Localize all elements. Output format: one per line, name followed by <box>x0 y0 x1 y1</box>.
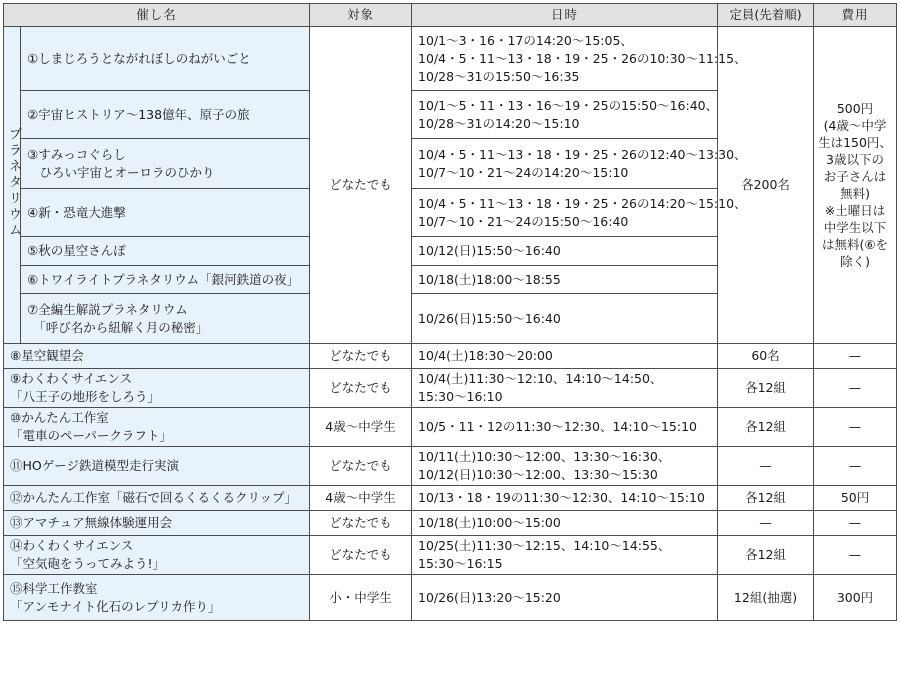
event-target: 4歳～中学生 <box>310 408 412 447</box>
program-datetime <box>412 139 747 189</box>
program-name <box>21 189 310 237</box>
planetarium-fee-line: 中学生以下 <box>823 220 887 235</box>
program-name-line: ひろい宇宙とオーロラのひかり <box>27 164 215 180</box>
event-fee: — <box>814 369 897 408</box>
event-fee: — <box>814 344 897 369</box>
program-name-line: ①しまじろうとながれぼしのねがいごと <box>27 50 251 66</box>
event-datetime <box>412 575 718 621</box>
planetarium-fee-line: 生は150円、 <box>818 135 892 150</box>
event-name-line: ⑩かんたん工作室 <box>10 410 109 425</box>
event-datetime <box>412 408 718 447</box>
event-name-line: ⑭わくわくサイエンス <box>10 538 134 553</box>
program-datetime-line: 10/12(日)15:50～16:40 <box>418 243 561 258</box>
planetarium-target: どなたでも <box>310 27 412 344</box>
event-datetime-line: 10/4(土)18:30～20:00 <box>418 348 553 363</box>
event-name-line: 「空気砲をうってみよう!」 <box>10 556 166 571</box>
program-name-line: ②宇宙ヒストリア～138億年、原子の旅 <box>27 106 250 122</box>
program-name-line: ⑤秋の星空さんぽ <box>27 243 126 258</box>
planetarium-fee <box>814 27 897 344</box>
program-datetime <box>412 189 747 237</box>
event-row <box>4 408 897 447</box>
planetarium-fee-line: お子さんは <box>823 169 887 184</box>
event-capacity: 60名 <box>718 344 814 369</box>
planetarium-fee-line: は無料(⑥を <box>821 237 889 252</box>
program-datetime-line: 10/4・5・11～13・18・19・25・26の12:40～13:30、 <box>418 146 747 162</box>
event-datetime-line: 10/25(土)11:30～12:15、14:10～14:55、 <box>418 538 671 553</box>
program-datetime <box>412 294 718 344</box>
event-row <box>4 486 897 511</box>
program-name-line: ③すみっコぐらし <box>27 146 126 162</box>
event-name <box>4 536 310 575</box>
event-datetime-line: 10/11(土)10:30～12:00、13:30～16:30、 <box>418 449 671 464</box>
event-row <box>4 447 897 486</box>
event-name <box>4 408 310 447</box>
planetarium-group-label <box>4 27 21 344</box>
program-name-line: ⑦全編生解説プラネタリウム <box>27 301 188 317</box>
program-name <box>21 91 310 139</box>
event-name <box>4 447 310 486</box>
event-fee: — <box>814 536 897 575</box>
program-datetime <box>412 237 718 266</box>
event-fee: 50円 <box>814 486 897 511</box>
event-row <box>4 536 897 575</box>
event-name-line: ⑧星空観望会 <box>10 348 84 363</box>
program-name-line: ⑥トワイライトプラネタリウム「銀河鉄道の夜」 <box>27 271 300 287</box>
event-datetime-line: 15:30～16:10 <box>418 389 503 404</box>
event-row <box>4 575 897 621</box>
planetarium-fee-line: 無料) <box>840 186 870 201</box>
event-target: どなたでも <box>310 369 412 408</box>
event-datetime <box>412 511 718 536</box>
event-datetime-line: 10/12(日)10:30～12:00、13:30～15:30 <box>418 467 658 482</box>
event-name <box>4 369 310 408</box>
event-name-line: ⑫かんたん工作室「磁石で回るくるくるクリップ」 <box>10 490 298 505</box>
program-name <box>21 237 310 266</box>
event-capacity: 12組(抽選) <box>718 575 814 621</box>
planetarium-fee-line: ※土曜日は <box>824 203 886 218</box>
program-datetime <box>412 91 718 139</box>
event-name-line: ⑮科学工作教室 <box>10 580 98 596</box>
event-name-line: ⑨わくわくサイエンス <box>10 371 132 386</box>
event-datetime <box>412 369 718 408</box>
event-target: どなたでも <box>310 344 412 369</box>
event-name <box>4 575 310 621</box>
program-datetime-line: 10/1～3・16・17の14:20～15:05、 <box>418 32 633 48</box>
event-fee: — <box>814 511 897 536</box>
event-target: どなたでも <box>310 536 412 575</box>
event-datetime <box>412 344 718 369</box>
events-table <box>3 3 897 621</box>
program-datetime-line: 10/4・5・11～13・18・19・25・26の10:30～11:15、 <box>418 50 747 66</box>
event-fee: — <box>814 408 897 447</box>
event-datetime-line: 10/5・11・12の11:30～12:30、14:10～15:10 <box>418 419 697 434</box>
program-datetime-line: 10/18(土)18:00～18:55 <box>418 271 561 287</box>
planetarium-row <box>4 27 897 91</box>
planetarium-group-text: プラネタリウム <box>6 126 21 239</box>
event-datetime-line: 15:30～16:15 <box>418 556 503 571</box>
event-fee: — <box>814 447 897 486</box>
event-target: どなたでも <box>310 511 412 536</box>
event-datetime <box>412 536 718 575</box>
header-capacity: 定員(先着順) <box>718 4 814 27</box>
event-name <box>4 344 310 369</box>
event-name-line: 「八王子の地形をしろう」 <box>10 389 161 404</box>
event-capacity: 各12組 <box>718 536 814 575</box>
header-datetime: 日時 <box>412 4 718 27</box>
program-datetime-line: 10/26(日)15:50～16:40 <box>418 310 561 326</box>
program-datetime-line: 10/4・5・11～13・18・19・25・26の14:20～15:10、 <box>418 195 747 211</box>
event-name <box>4 511 310 536</box>
event-target: どなたでも <box>310 447 412 486</box>
event-name <box>4 486 310 511</box>
planetarium-fee-line: 除く) <box>840 254 870 269</box>
event-name-line: 「アンモナイト化石のレプリカ作り」 <box>10 598 221 614</box>
program-datetime <box>412 266 718 294</box>
header-fee: 費用 <box>814 4 897 27</box>
header-target: 対象 <box>310 4 412 27</box>
program-datetime-line: 10/28～31の14:20～15:10 <box>418 115 580 131</box>
event-target: 小・中学生 <box>310 575 412 621</box>
event-datetime-line: 10/18(土)10:00～15:00 <box>418 515 561 530</box>
program-datetime-line: 10/1～5・11・13・16～19・25の15:50～16:40、 <box>418 97 719 113</box>
program-datetime <box>412 27 747 91</box>
planetarium-fee-line: 500円 <box>836 101 874 116</box>
event-name-line: 「電車のペーパークラフト」 <box>10 428 172 443</box>
event-capacity: 各12組 <box>718 369 814 408</box>
event-row <box>4 344 897 369</box>
planetarium-fee-line: (4歳～中学 <box>823 118 887 133</box>
event-capacity: 各12組 <box>718 408 814 447</box>
event-capacity: — <box>718 511 814 536</box>
header-row <box>4 4 897 27</box>
planetarium-capacity: 各200名 <box>718 27 814 344</box>
program-datetime-line: 10/7～10・21～24の14:20～15:10 <box>418 164 629 180</box>
program-name <box>21 294 310 344</box>
program-name <box>21 266 310 294</box>
event-row <box>4 511 897 536</box>
program-datetime-line: 10/7～10・21～24の15:50～16:40 <box>418 213 629 229</box>
program-datetime-line: 10/28～31の15:50～16:35 <box>418 68 580 84</box>
event-fee: 300円 <box>814 575 897 621</box>
event-capacity: — <box>718 447 814 486</box>
event-datetime <box>412 486 718 511</box>
event-row <box>4 369 897 408</box>
event-name-line: ⑬アマチュア無線体験運用会 <box>10 515 173 530</box>
program-name <box>21 27 310 91</box>
event-datetime-line: 10/26(日)13:20～15:20 <box>418 589 561 605</box>
event-name-line: ⑪HOゲージ鉄道模型走行実演 <box>10 458 179 473</box>
program-name <box>21 139 310 189</box>
header-name: 催し名 <box>4 4 310 27</box>
program-name-line: 「呼び名から紐解く月の秘密」 <box>27 319 209 335</box>
event-datetime <box>412 447 718 486</box>
event-target: 4歳～中学生 <box>310 486 412 511</box>
event-datetime-line: 10/13・18・19の11:30～12:30、14:10～15:10 <box>418 490 705 505</box>
planetarium-fee-line: 3歳以下の <box>826 152 884 167</box>
event-datetime-line: 10/4(土)11:30～12:10、14:10～14:50、 <box>418 371 663 386</box>
event-capacity: 各12組 <box>718 486 814 511</box>
program-name-line: ④新・恐竜大進撃 <box>27 204 126 220</box>
